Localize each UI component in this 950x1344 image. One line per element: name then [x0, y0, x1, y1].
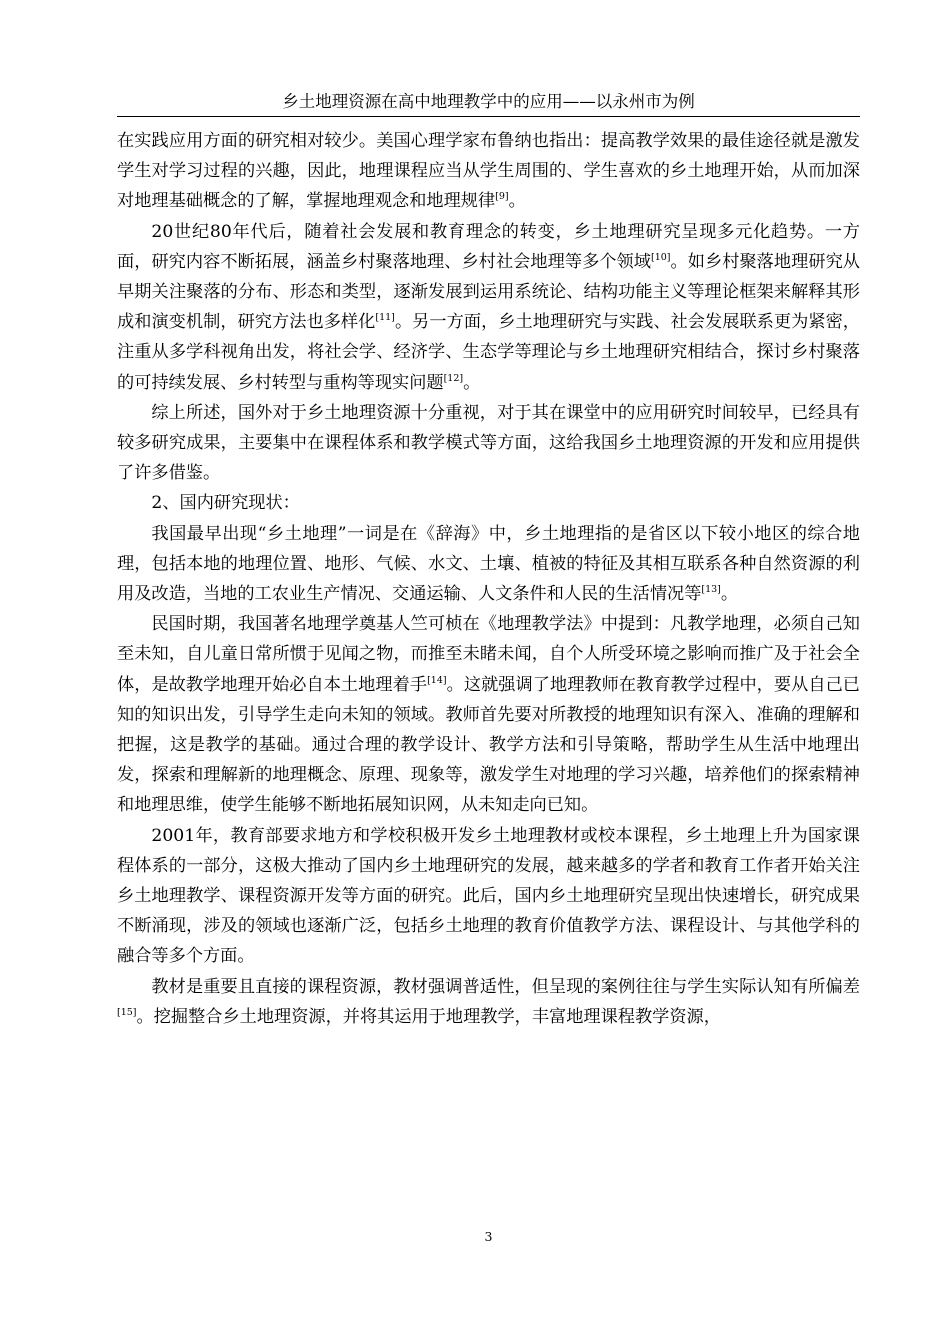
citation: [9] [495, 191, 509, 203]
running-header: 乡土地理资源在高中地理教学中的应用——以永州市为例 [282, 92, 695, 111]
paragraph [117, 821, 860, 972]
paragraph-text: 在实践应用方面的研究相对较少。美国心理学家布鲁纳也指出：提高教学效果的最佳途径就是激发学生对学习过程的兴趣，因此，地理课程应当从学生周围的、学生喜欢的乡土地理开始，从而加深对地理基础概念的了解，掌握地理观念和地理规律 [117, 131, 860, 212]
paragraph-text: 。挖掘整合乡土地理资源，并将其运用于地理教学，丰富地理课程教学资源， [136, 1006, 721, 1027]
citation: [12] [443, 372, 464, 384]
paragraph-text: 。这就强调了地理教师在教育教学过程中，要从自己已知的知识出发，引导学生走向未知的领域。教师首先要对所教授的地理知识有深入、准确的理解和把握，这是教学的基础。通过合理的教学设计、教学方法和引导策略，帮助学生从生活中地理出发，探索和理解新的地理概念、原理、现象等，激发学生对地理的学习兴趣，培养他们的探索精神和地理思维，使学生能够不断地拓展知识网，从未知走向已知。 [117, 674, 860, 816]
heading-text: 2、国内研究现状： [151, 493, 300, 514]
paragraph [117, 398, 860, 489]
header-rule [117, 116, 860, 117]
citation: [15] [117, 1006, 137, 1018]
body-text [117, 126, 860, 1032]
page-number: 3 [484, 1229, 493, 1244]
paragraph-text: 民国时期，我国著名地理学奠基人竺可桢在《地理教学法》中提到：凡教学地理，必须自己知至未知，自儿童日常所惯于见闻之物，而推至未睹未闻，自个人所受环境之影响而推广及于社会全体，是故教学地理开始必自本土地理着手 [117, 614, 860, 695]
citation: [11] [375, 312, 395, 324]
citation: [14] [427, 674, 447, 686]
paragraph-text: 教材是重要且直接的课程资源，教材强调普适性，但呈现的案例往往与学生实际认知有所偏差 [151, 976, 860, 997]
paragraph-continuation [117, 126, 860, 217]
paragraph-text: 综上所述，国外对于乡土地理资源十分重视，对于其在课堂中的应用研究时间较早，已经具有较多研究成果，主要集中在课程体系和教学模式等方面，这给我国乡土地理资源的开发和应用提供了许多借鉴。 [117, 402, 860, 484]
citation: [10] [650, 251, 671, 263]
paragraph [117, 609, 860, 820]
paragraph-text: 2001年，教育部要求地方和学校积极开发乡土地理教材或校本课程，乡土地理上升为国家课程体系的一部分，这极大推动了国内乡土地理研究的发展，越来越多的学者和教育工作者开始关注乡土地理教学、课程资源开发等方面的研究。此后，国内乡土地理研究呈现出快速增长，研究成果不断涌现，涉及的领域也逐渐广泛，包括乡土地理的教育价值教学方法、课程设计、与其他学科的融合等多个方面。 [117, 825, 860, 967]
section-heading [117, 488, 860, 518]
paragraph-text: 。另一方面，乡土地理研究与实践、社会发展联系更为紧密，注重从多学科视角出发，将社会学、经济学、生态学等理论与乡土地理研究相结合，探讨乡村聚落的可持续发展、乡村转型与重构等现实问题 [117, 312, 860, 393]
citation: [13] [701, 583, 721, 595]
paragraph-text: 20世纪80年代后，随着社会发展和教育理念的转变，乡土地理研究呈现多元化趋势。一方面，研究内容不断拓展，涵盖乡村聚落地理、乡村社会地理等多个领域 [117, 221, 860, 272]
paragraph-text: 我国最早出现“乡土地理”一词是在《辞海》中，乡土地理指的是省区以下较小地区的综合地理，包括本地的地理位置、地形、气候、水文、土壤、植被的特征及其相互联系各种自然资源的利用及改造，当地的工农业生产情况、交通运输、人文条件和人民的生活情况等 [117, 523, 860, 605]
paragraph-text: 。 [720, 584, 739, 605]
paragraph-text: 。如乡村聚落地理研究从早期关注聚落的分布、形态和类型，逐渐发展到运用系统论、结构功能主义等理论框架来解释其形成和演变机制，研究方法也多样化 [117, 251, 860, 333]
paragraph-text: 。 [463, 372, 481, 393]
paragraph [117, 519, 860, 610]
paragraph [117, 972, 860, 1032]
paragraph-text: 。 [508, 191, 526, 212]
paragraph [117, 217, 860, 398]
